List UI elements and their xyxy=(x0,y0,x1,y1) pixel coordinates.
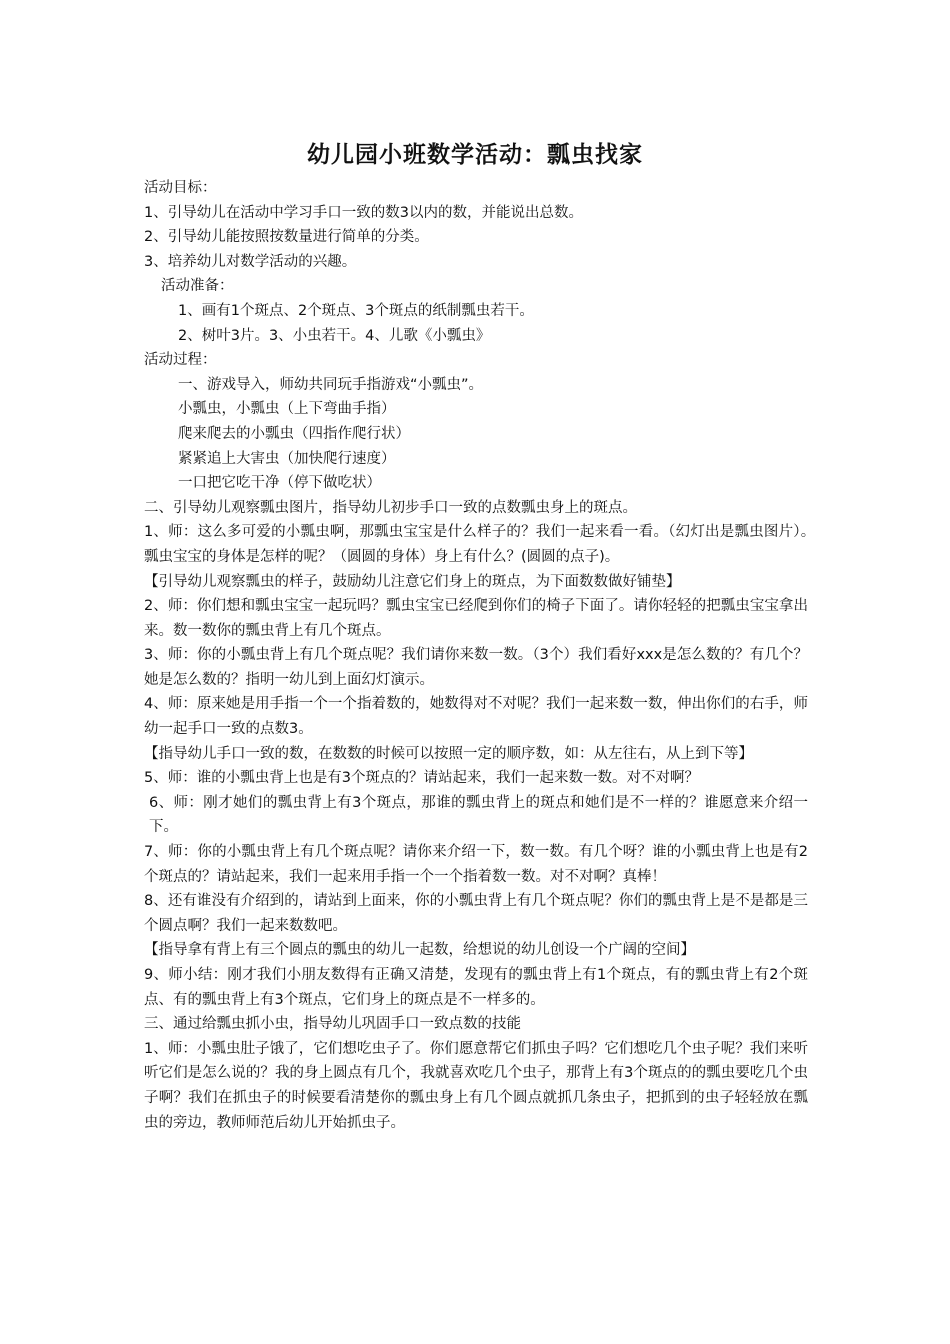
paragraph: 1、师：这么多可爱的小瓢虫啊，那瓢虫宝宝是什么样子的？我们一起来看一看。（幻灯出是瓢虫图片）。 瓢虫宝宝的身体是怎样的呢？（圆圆的身体）身上有什么？(圆圆的点子)。 xyxy=(144,524,837,565)
teaching-note: 【指导幼儿手口一致的数，在数数的时候可以按照一定的顺序数，如：从左往右，从上到下等】 xyxy=(144,745,753,762)
rhyme-line: 一口把它吃干净（停下做吃状） xyxy=(178,475,381,492)
paragraph: 9、师小结：刚才我们小朋友数得有正确又清楚，发现有的瓢虫背上有1个斑点，有的瓢虫背上有2个斑点、有的瓢虫背上有3个斑点，它们身上的斑点是不一样多的。 xyxy=(144,967,808,1008)
process-step: 二、引导幼儿观察瓢虫图片，指导幼儿初步手口一致的点数瓢虫身上的斑点。 xyxy=(144,499,637,516)
paragraph: 4、师：原来她是用手指一个一个指着数的，她数得对不对呢？我们一起来数一数，伸出你们的右手，师幼一起手口一致的点数3。 xyxy=(144,696,808,738)
document-title: 幼儿园小班数学活动：瓢虫找家 xyxy=(307,142,643,168)
prep-heading: 活动准备： xyxy=(161,278,234,295)
paragraph: 6、师：刚才她们的瓢虫背上有3个斑点，那谁的瓢虫背上的斑点和她们是不一样的？谁愿意来介绍一下。 xyxy=(149,794,808,836)
paragraph: 8、还有谁没有介绍到的，请站到上面来，你的小瓢虫背上有几个斑点呢？你们的瓢虫背上是不是都是三个圆点啊？我们一起来数数吧。 xyxy=(144,893,808,934)
paragraph: 5、师：谁的小瓢虫背上也是有3个斑点的？请站起来，我们一起来数一数。对不对啊？ xyxy=(144,770,699,787)
goal-item: 2、引导幼儿能按照按数量进行简单的分类。 xyxy=(144,229,429,246)
goal-item: 3、培养幼儿对数学活动的兴趣。 xyxy=(144,253,357,270)
paragraph: 2、师：你们想和瓢虫宝宝一起玩吗？瓢虫宝宝已经爬到你们的椅子下面了。请你轻轻的把瓢虫宝宝拿出来。数一数你的瓢虫背上有几个斑点。 xyxy=(144,598,808,639)
goal-item: 1、引导幼儿在活动中学习手口一致的数3以内的数，并能说出总数。 xyxy=(144,204,583,221)
paragraph: 7、师：你的小瓢虫背上有几个斑点呢？请你来介绍一下，数一数。有几个呀？谁的小瓢虫背上也是有2个斑点的？请站起来，我们一起来用手指一个一个指着数一数。对不对啊？真棒！ xyxy=(144,844,808,885)
process-heading: 活动过程： xyxy=(144,352,217,369)
paragraph: 1、师：小瓢虫肚子饿了，它们想吃虫子了。你们愿意帮它们抓虫子吗？它们想吃几个虫子呢？我们来听听它们是怎么说的？我的身上圆点有几个，我就喜欢吃几个虫子，那背上有3个斑点的的瓢虫要吃几个虫子啊？我们在抓虫子的时候要看清楚你的瓢虫身上有几个圆点就抓几条虫子，把抓到的虫子轻轻放在瓢虫的旁边，教师师范后幼儿开始抓虫子。 xyxy=(144,1040,808,1131)
document-body xyxy=(144,176,837,1135)
rhyme-line: 紧紧追上大害虫（加快爬行速度） xyxy=(178,450,396,467)
process-step: 三、通过给瓢虫抓小虫，指导幼儿巩固手口一致点数的技能 xyxy=(144,1016,521,1033)
rhyme-line: 小瓢虫，小瓢虫（上下弯曲手指） xyxy=(178,401,396,418)
paragraph: 3、师：你的小瓢虫背上有几个斑点呢？我们请你来数一数。（3个）我们看好xxx是怎么数的？有几个？她是怎么数的？指明一幼儿到上面幻灯演示。 xyxy=(144,647,808,688)
process-step: 一、游戏导入，师幼共同玩手指游戏“小瓢虫”。 xyxy=(178,376,484,393)
teaching-note: 【指导拿有背上有三个圆点的瓢虫的幼儿一起数，给想说的幼儿创设一个广阔的空间】 xyxy=(144,942,695,959)
teaching-note: 【引导幼儿观察瓢虫的样子，鼓励幼儿注意它们身上的斑点，为下面数数做好铺垫】 xyxy=(144,573,681,590)
prep-item: 1、画有1个斑点、2个斑点、3个斑点的纸制瓢虫若干。 xyxy=(178,302,534,319)
rhyme-line: 爬来爬去的小瓢虫（四指作爬行状） xyxy=(178,425,410,442)
prep-item: 2、树叶3片。3、小虫若干。4、儿歌《小瓢虫》 xyxy=(178,327,491,344)
goal-heading: 活动目标： xyxy=(144,180,217,196)
